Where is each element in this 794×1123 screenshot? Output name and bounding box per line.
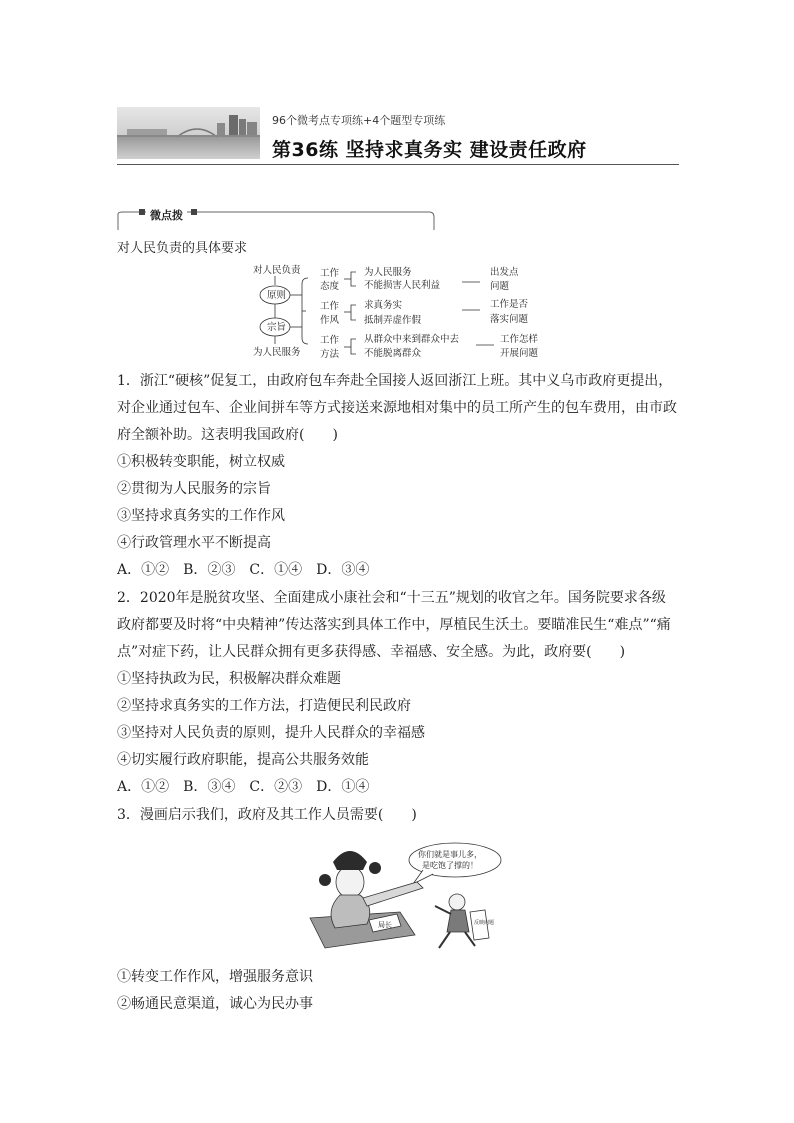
q1-option-3: ③坚持求真务实的工作作风: [117, 508, 285, 524]
group2-out1: 工作是否: [490, 299, 529, 310]
page-title: 第36练 坚持求真务实 建设责任政府: [272, 139, 587, 161]
series-label: 96个微考点专项练+4个题型专项练: [272, 114, 446, 127]
q2-option-4: ④切实履行政府职能，提高公共服务效能: [117, 752, 369, 768]
q2-option-1: ①坚持执政为民，积极解决群众难题: [117, 671, 341, 687]
group3-cat1: 工作: [320, 335, 340, 346]
group1-item2: 不能损害人民利益: [364, 280, 441, 291]
group1-cat2: 态度: [320, 281, 340, 292]
cartoon-bubble-line1: 你们就是事儿多，: [418, 850, 482, 859]
q2-choices: A．①② B．③④ C．②③ D．①④: [117, 779, 370, 795]
q2-option-3: ③坚持对人民负责的原则，提升人民群众的幸福感: [117, 725, 425, 741]
group3-item2: 不能脱离群众: [364, 348, 422, 359]
group3-out1: 工作怎样: [500, 334, 539, 345]
q1-option-4: ④行政管理水平不断提高: [117, 535, 271, 551]
group2-cat1: 工作: [320, 301, 340, 312]
cartoon-bubble-line2: 是吃饱了撑的！: [422, 861, 478, 870]
diagram-top-label: 对人民负责: [253, 265, 301, 276]
q1-choices: A．①② B．②③ C．①④ D．③④: [117, 562, 370, 578]
cartoon-paper-text: 反映问题: [474, 920, 495, 926]
group3-item1: 从群众中来到群众中去: [364, 334, 460, 345]
tip-label: 微点拨: [146, 207, 187, 223]
q2-stem-line2: 政府都要及时将“中央精神”传达落实到具体工作中，厚植民生沃土。要瞄准民生“难点”“痛: [117, 617, 671, 633]
group3-out2: 开展问题: [500, 348, 539, 359]
diagram-bottom-label: 为人民服务: [253, 347, 301, 358]
cartoon-nameplate: 局长: [378, 921, 392, 929]
group1-out1: 出发点: [490, 267, 519, 278]
node-principle-label: 原则: [267, 290, 287, 301]
q1-stem-line1: 1．浙江“硬核”促复工，由政府包车奔赴全国接人返回浙江上班。其中义乌市政府更提出，: [117, 373, 673, 389]
header-cityscape-image: [117, 107, 260, 159]
q1-option-1: ①积极转变职能，树立权威: [117, 454, 285, 470]
q1-stem-line3: 府全额补助。这表明我国政府( ): [117, 427, 338, 443]
group1-item1: 为人民服务: [364, 267, 412, 278]
q3-stem-line1: 3．漫画启示我们，政府及其工作人员需要( ): [117, 807, 417, 823]
node-purpose-label: 宗旨: [267, 322, 287, 333]
q1-stem-line2: 对企业通过包车、企业间拼车等方式接送来源地相对集中的员工所产生的包车费用，由市政: [117, 400, 677, 416]
group1-cat1: 工作: [320, 268, 340, 279]
cartoon-image: [305, 840, 505, 955]
group2-cat2: 作风: [320, 315, 340, 326]
q1-option-2: ②贯彻为人民服务的宗旨: [117, 481, 271, 497]
tip-subhead: 对人民负责的具体要求: [117, 241, 248, 256]
q2-stem-line3: 点”对症下药，让人民群众拥有更多获得感、幸福感、安全感。为此，政府要( ): [117, 644, 626, 660]
q2-option-2: ②坚持求真务实的工作方法，打造便民利民政府: [117, 698, 411, 714]
group2-out2: 落实问题: [490, 314, 529, 325]
header-divider: [117, 164, 679, 165]
group2-item2: 抵制弄虚作假: [364, 315, 422, 326]
group2-item1: 求真务实: [364, 300, 403, 311]
group1-out2: 问题: [490, 281, 510, 292]
q3-option-2: ②畅通民意渠道，诚心为民办事: [117, 996, 313, 1012]
group3-cat2: 方法: [320, 349, 340, 360]
q3-option-1: ①转变工作作风，增强服务意识: [117, 969, 313, 985]
requirements-diagram: [240, 262, 570, 362]
q2-stem-line1: 2．2020年是脱贫攻坚、全面建成小康社会和“十三五”规划的收官之年。国务院要求各级: [117, 590, 666, 606]
